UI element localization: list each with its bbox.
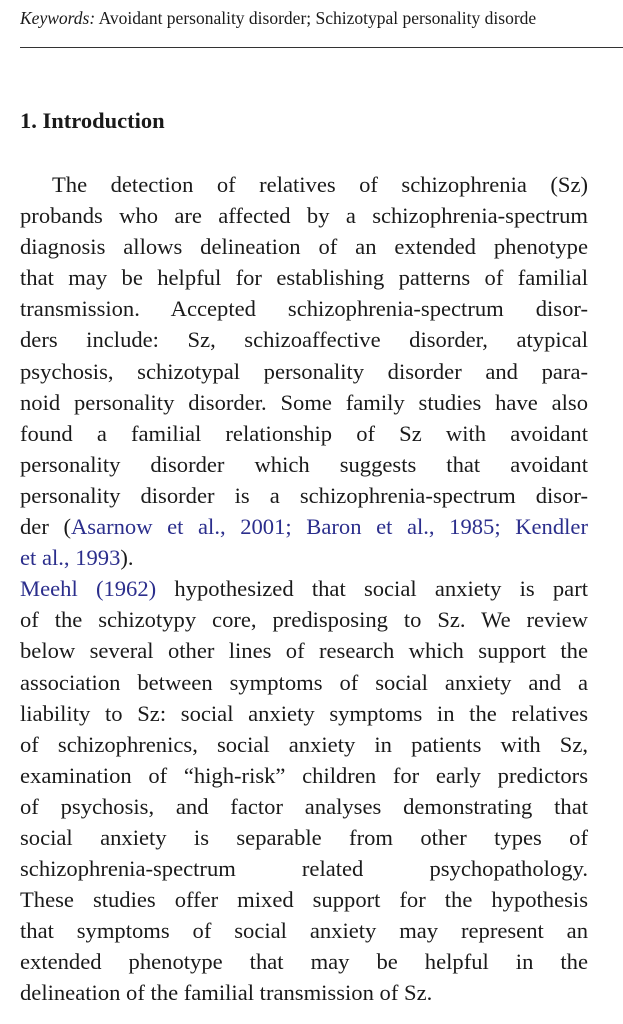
text-line: transmission. Accepted schizophrenia-spectrum disor- xyxy=(20,296,588,322)
text-line: personality disorder is a schizophrenia-spectrum disor- xyxy=(20,482,588,508)
text-run: der ( xyxy=(20,514,71,540)
text-line: The detection of relatives of schizophrenia (Sz) xyxy=(52,172,588,197)
text-run: hypothesized that social anxiety is part xyxy=(156,576,588,602)
text-line: of the schizotypy core, predisposing to Sz. We review xyxy=(20,607,588,633)
text-line: social anxiety is separable from other types of xyxy=(20,824,588,850)
keywords-text: Avoidant personality disorder; Schizotypal personality disorde xyxy=(95,8,537,28)
text-line: that may be helpful for establishing patterns of familial xyxy=(20,265,588,291)
keywords-divider xyxy=(20,47,623,48)
text-line: extended phenotype that may be helpful in the xyxy=(20,949,588,975)
text-line: found a familial relationship of Sz with avoidant xyxy=(20,420,588,446)
text-line: below several other lines of research which support the xyxy=(20,638,588,664)
text-line: personality disorder which suggests that avoidant xyxy=(20,451,588,477)
text-line: of psychosis, and factor analyses demonstrating that xyxy=(20,793,588,819)
text-line xyxy=(20,573,588,604)
keywords-line xyxy=(20,6,623,30)
text-line xyxy=(20,511,588,542)
body-text xyxy=(20,169,588,1009)
citation-link[interactable]: Asarnow et al., 2001; Baron et al., 1985; Kendler xyxy=(70,514,588,540)
text-line: These studies offer mixed support for the hypothesis xyxy=(20,887,588,913)
text-line: noid personality disorder. Some family studies have also xyxy=(20,389,588,415)
text-line: liability to Sz: social anxiety symptoms in the relatives xyxy=(20,700,588,726)
citation-link[interactable]: Meehl (1962) xyxy=(20,576,157,602)
text-line: association between symptoms of social anxiety and a xyxy=(20,669,588,695)
section-heading: 1. Introduction xyxy=(20,108,165,133)
text-line: diagnosis allows delineation of an extended phenotype xyxy=(20,234,588,260)
text-line: that symptoms of social anxiety may represent an xyxy=(20,918,588,944)
text-line xyxy=(20,542,588,573)
text-run: ). xyxy=(120,545,134,571)
text-line: probands who are affected by a schizophrenia-spectrum xyxy=(20,203,588,229)
text-line: schizophrenia-spectrum related psychopathology. xyxy=(20,856,588,882)
keywords-label: Keywords: xyxy=(20,8,96,28)
text-line: examination of “high-risk” children for early predictors xyxy=(20,762,588,788)
text-line: ders include: Sz, schizoaffective disorder, atypical xyxy=(20,327,588,353)
citation-link[interactable]: et al., 1993 xyxy=(20,545,121,571)
text-line: of schizophrenics, social anxiety in patients with Sz, xyxy=(20,731,588,757)
text-line: psychosis, schizotypal personality disorder and para- xyxy=(20,358,588,384)
text-line: delineation of the familial transmission of Sz. xyxy=(20,980,433,1006)
